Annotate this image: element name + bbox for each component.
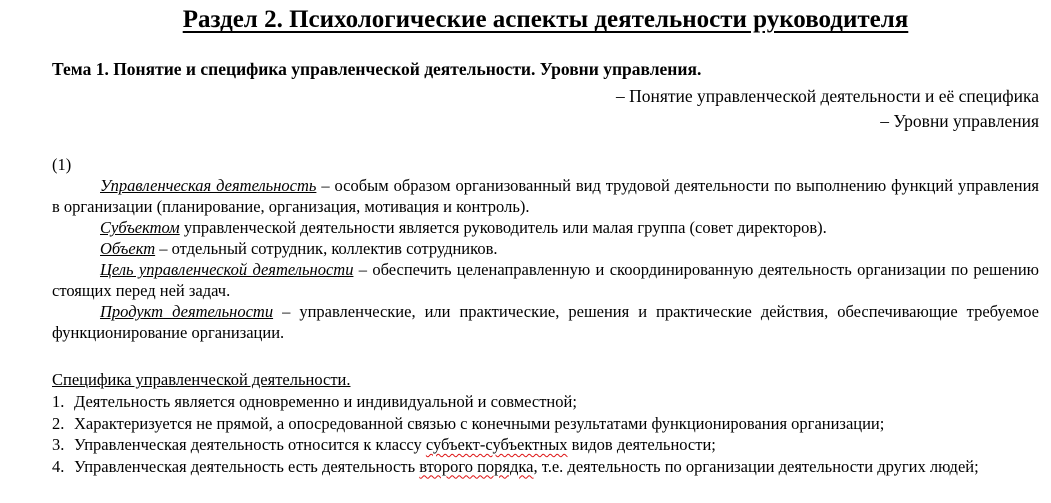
list-item bbox=[52, 434, 1039, 455]
list-item bbox=[52, 456, 1039, 477]
outline-item-levels: – Уровни управления bbox=[880, 111, 1039, 131]
definition-text: – управленческие, или практические, решения и практические действия, обеспечивающие требуемое функционирование организации. bbox=[52, 302, 1039, 342]
list-item-text: Характеризуется не прямой, а опосредованной связью с конечными результатами функционирования организации; bbox=[74, 413, 885, 433]
list-item-number: 1. bbox=[52, 392, 65, 411]
list-item-text-pre: Управленческая деятельность есть деятельность bbox=[74, 456, 420, 476]
definition-text: управленческой деятельности является руководитель или малая группа (совет директоров). bbox=[179, 218, 827, 237]
list-item-text: Деятельность является одновременно и индивидуальной и совместной; bbox=[74, 392, 577, 411]
paragraph-marker: (1) bbox=[52, 155, 72, 174]
term-product: Продукт деятельности bbox=[100, 302, 274, 321]
specifics-heading: Специфика управленческой деятельности. bbox=[52, 370, 351, 389]
specifics-list bbox=[52, 391, 1039, 477]
definition-text: – особым образом организованный вид трудовой деятельности по выполнению функций управления в организации (планирование, организация, мотивация и контроль). bbox=[52, 176, 1039, 216]
definition-text: – обеспечить целенаправленную и скоординированную деятельность организации по решению стоящих перед ней задач. bbox=[52, 260, 1040, 300]
list-item-number: 3. bbox=[52, 435, 65, 454]
section-title: Раздел 2. Психологические аспекты деятельности руководителя bbox=[182, 6, 909, 33]
definition-object bbox=[52, 238, 1039, 259]
list-item-text-post: , т.е. деятельность по организации деятельности других людей; bbox=[533, 456, 979, 476]
list-item-number: 2. bbox=[52, 413, 65, 433]
definition-text: – отдельный сотрудник, коллектив сотрудников. bbox=[155, 239, 498, 258]
list-item bbox=[52, 391, 1039, 412]
term-object: Объект bbox=[100, 239, 156, 258]
list-item-text-post: видов деятельности; bbox=[567, 435, 716, 454]
list-item-number: 4. bbox=[52, 456, 65, 476]
definitions-block bbox=[52, 175, 1039, 343]
spellcheck-flagged-word[interactable]: субъект-субъектных bbox=[425, 435, 568, 454]
definition-product bbox=[52, 301, 1039, 343]
term-goal: Цель управленческой деятельности bbox=[100, 260, 354, 279]
spellcheck-flagged-word[interactable]: второго порядка bbox=[419, 456, 534, 476]
list-item bbox=[52, 413, 1039, 434]
term-subject: Субъектом bbox=[100, 218, 180, 237]
definition-subject bbox=[52, 217, 1039, 238]
term-management-activity: Управленческая деятельность bbox=[100, 176, 317, 195]
outline-item-concept: – Понятие управленческой деятельности и её специфика bbox=[615, 86, 1039, 106]
definition-management-activity bbox=[52, 175, 1039, 217]
topic-title: Тема 1. Понятие и специфика управленческой деятельности. Уровни управления. bbox=[52, 59, 702, 79]
list-item-text-pre: Управленческая деятельность относится к классу bbox=[74, 435, 426, 454]
definition-goal bbox=[52, 259, 1039, 301]
